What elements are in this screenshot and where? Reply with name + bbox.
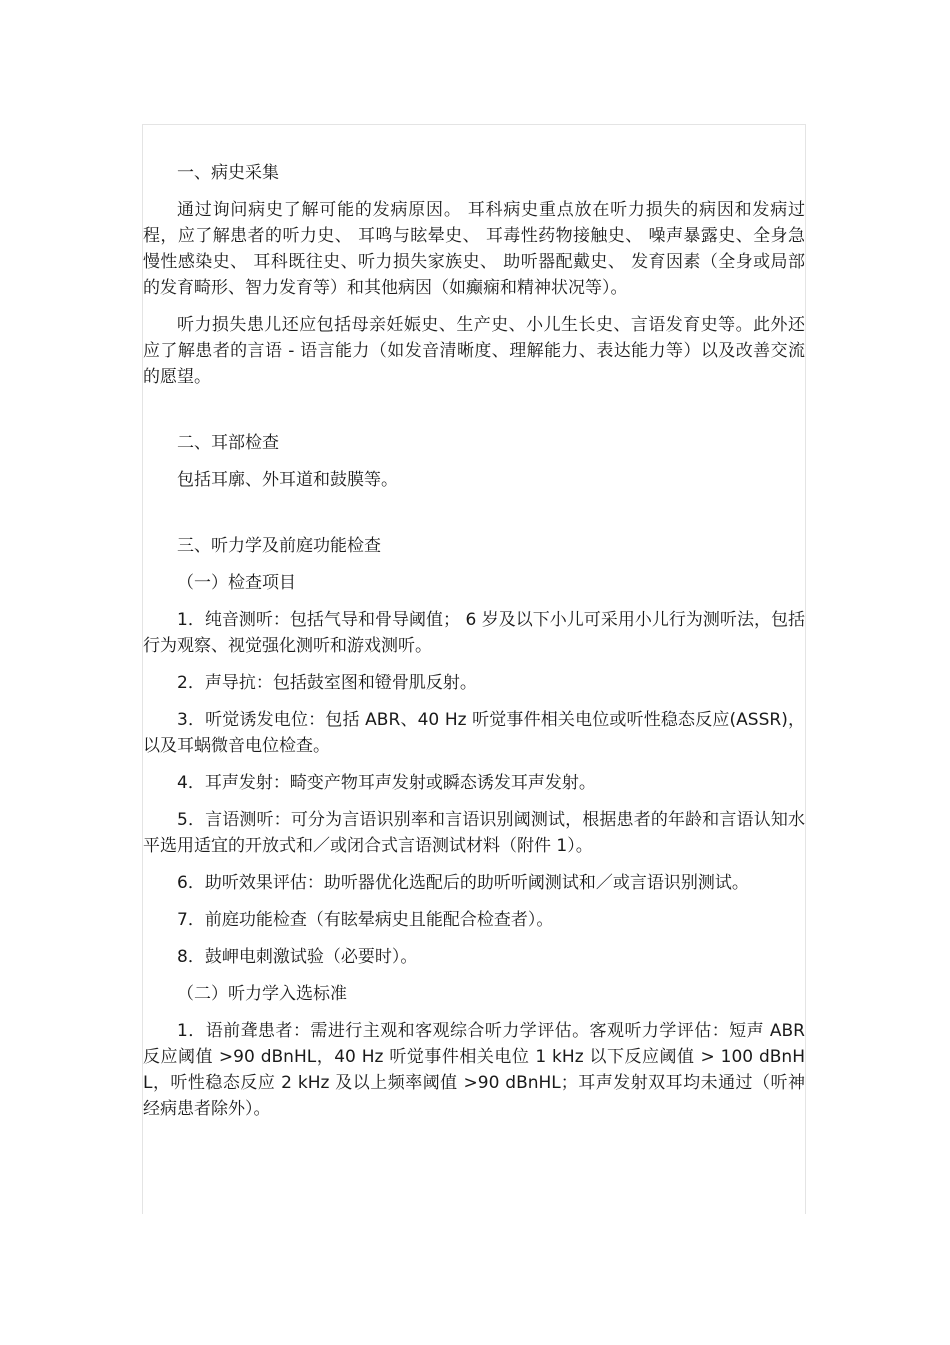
list-item: 6．助听效果评估：助听器优化选配后的助听听阈测试和／或言语识别测试。 [177,873,749,893]
list-item: 7．前庭功能检查（有眩晕病史且能配合检查者）。 [177,910,554,930]
list-item: 2．声导抗：包括鼓室图和镫骨肌反射。 [177,673,477,693]
paragraph-ear-exam: 包括耳廓、外耳道和鼓膜等。 [177,470,398,490]
subheading-exam-items: （一）检查项目 [177,573,296,593]
list-item: 8．鼓岬电刺激试验（必要时）。 [177,947,418,967]
section-heading-history: 一、病史采集 [177,163,279,183]
paragraph-history-2: 听力损失患儿还应包括母亲妊娠史、生产史、小儿生长史、言语发育史等。此外还应了解患者的言语 - 语言能力（如发音清晰度、理解能力、表达能力等）以及改善交流的愿望。 [143,315,805,387]
list-item: 4．耳声发射：畸变产物耳声发射或瞬态诱发耳声发射。 [177,773,596,793]
list-item: 5．言语测听：可分为言语识别率和言语识别阈测试，根据患者的年龄和言语认知水平选用适宜的开放式和／或闭合式言语测试材料（附件 1）。 [143,810,805,856]
subheading-criteria: （二）听力学入选标准 [177,984,347,1004]
paragraph-history-1: 通过询问病史了解可能的发病原因。 耳科病史重点放在听力损失的病因和发病过程，应了解患者的听力史、 耳鸣与眩晕史、 耳毒性药物接触史、 噪声暴露史、全身急慢性感染史、 耳科既往史、听力损失家族史、 助听器配戴史、 发育因素（全身或局部的发育畸形、智力发育等）和其他病因（如癫痫和精神状况等）。 [143,200,805,298]
list-item: 1．纯音测听：包括气导和骨导阈值； 6 岁及以下小儿可采用小儿行为测听法，包括行为观察、视觉强化测听和游戏测听。 [143,610,805,656]
criteria-item: 1．语前聋患者：需进行主观和客观综合听力学评估。客观听力学评估：短声 ABR 反应阈值 >90 dBnHL，40 Hz 听觉事件相关电位 1 kHz 以下反应阈值 > 100 dBnHL，听性稳态反应 2 kHz 及以上频率阈值 >90 dBnHL；耳声发射双耳均未通过（听神经病患者除外）。 [143,1021,805,1119]
section-heading-ear-exam: 二、耳部检查 [177,433,279,453]
section-heading-audiology: 三、听力学及前庭功能检查 [177,536,381,556]
document-body [143,160,805,1133]
list-item: 3．听觉诱发电位：包括 ABR、40 Hz 听觉事件相关电位或听性稳态反应(ASSR)，以及耳蜗微音电位检查。 [143,710,805,756]
